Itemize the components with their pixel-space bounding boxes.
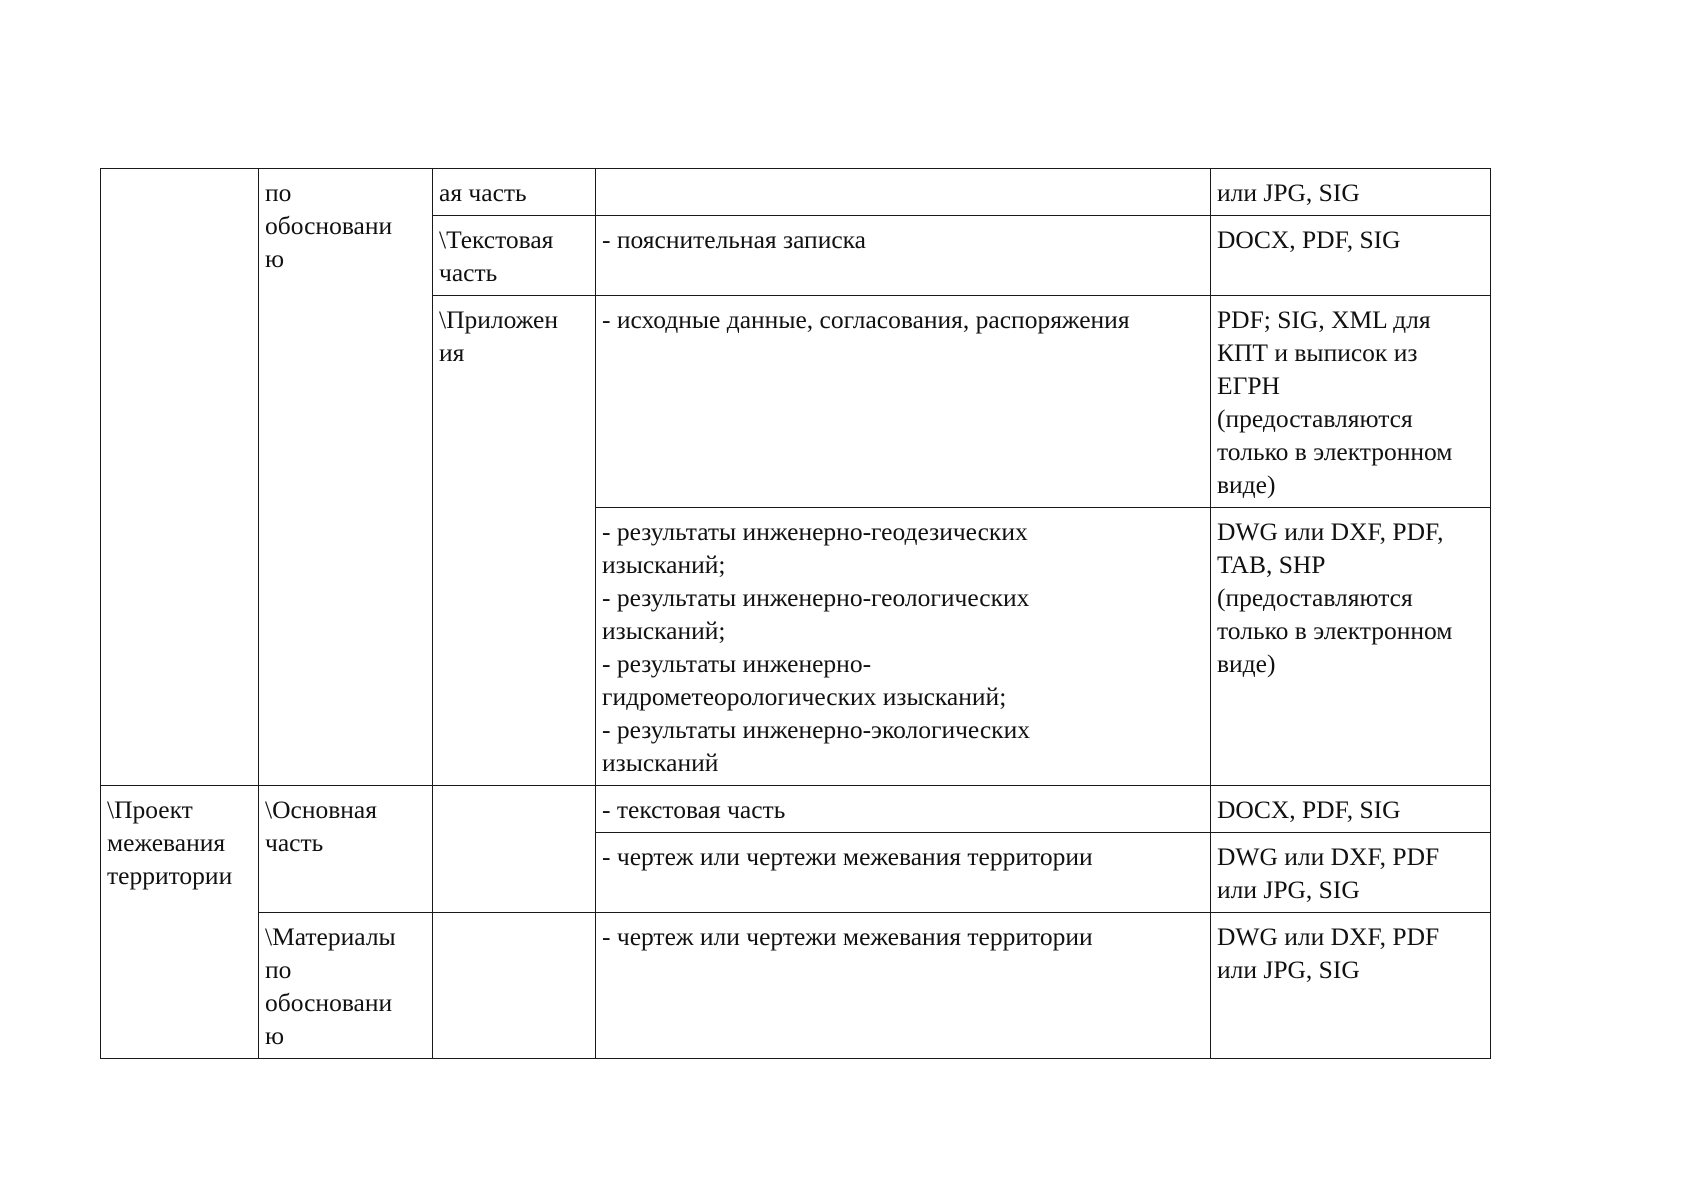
formats-cell: DOCX, PDF, SIG bbox=[1211, 786, 1491, 833]
formats-cell: DOCX, PDF, SIG bbox=[1211, 216, 1491, 296]
subsection-cell: \Материалы по обосновани ю bbox=[259, 913, 433, 1059]
formats-table bbox=[100, 168, 1491, 1059]
content-cell: - пояснительная записка bbox=[596, 216, 1211, 296]
table-row bbox=[101, 913, 1491, 1059]
section-cell: \Проект межевания территории bbox=[101, 786, 259, 1059]
document-page bbox=[100, 168, 1490, 1059]
formats-cell: DWG или DXF, PDF или JPG, SIG bbox=[1211, 913, 1491, 1059]
formats-cell: PDF; SIG, XML для КПТ и выписок из ЕГРН (предоставляются только в электронном виде) bbox=[1211, 296, 1491, 508]
formats-cell: DWG или DXF, PDF, TAB, SHP (предоставляются только в электронном виде) bbox=[1211, 508, 1491, 786]
section-cell bbox=[101, 169, 259, 786]
content-cell: - исходные данные, согласования, распоряжения bbox=[596, 296, 1211, 508]
content-cell: - чертеж или чертежи межевания территории bbox=[596, 833, 1211, 913]
subsection-cell: по обосновани ю bbox=[259, 169, 433, 786]
content-cell: - чертеж или чертежи межевания территории bbox=[596, 913, 1211, 1059]
subsection-cell: \Основная часть bbox=[259, 786, 433, 913]
part-cell: \Текстовая часть bbox=[433, 216, 596, 296]
part-cell bbox=[433, 913, 596, 1059]
formats-cell: DWG или DXF, PDF или JPG, SIG bbox=[1211, 833, 1491, 913]
formats-cell: или JPG, SIG bbox=[1211, 169, 1491, 216]
part-cell: \Приложен ия bbox=[433, 296, 596, 786]
part-cell: ая часть bbox=[433, 169, 596, 216]
content-cell: - результаты инженерно-геодезических изысканий; - результаты инженерно-геологических изысканий; - результаты инженерно- гидрометеорологических изысканий; - результаты инженерно-экологических изысканий bbox=[596, 508, 1211, 786]
content-cell: - текстовая часть bbox=[596, 786, 1211, 833]
part-cell bbox=[433, 786, 596, 913]
content-cell bbox=[596, 169, 1211, 216]
table-row bbox=[101, 786, 1491, 833]
table-row bbox=[101, 169, 1491, 216]
